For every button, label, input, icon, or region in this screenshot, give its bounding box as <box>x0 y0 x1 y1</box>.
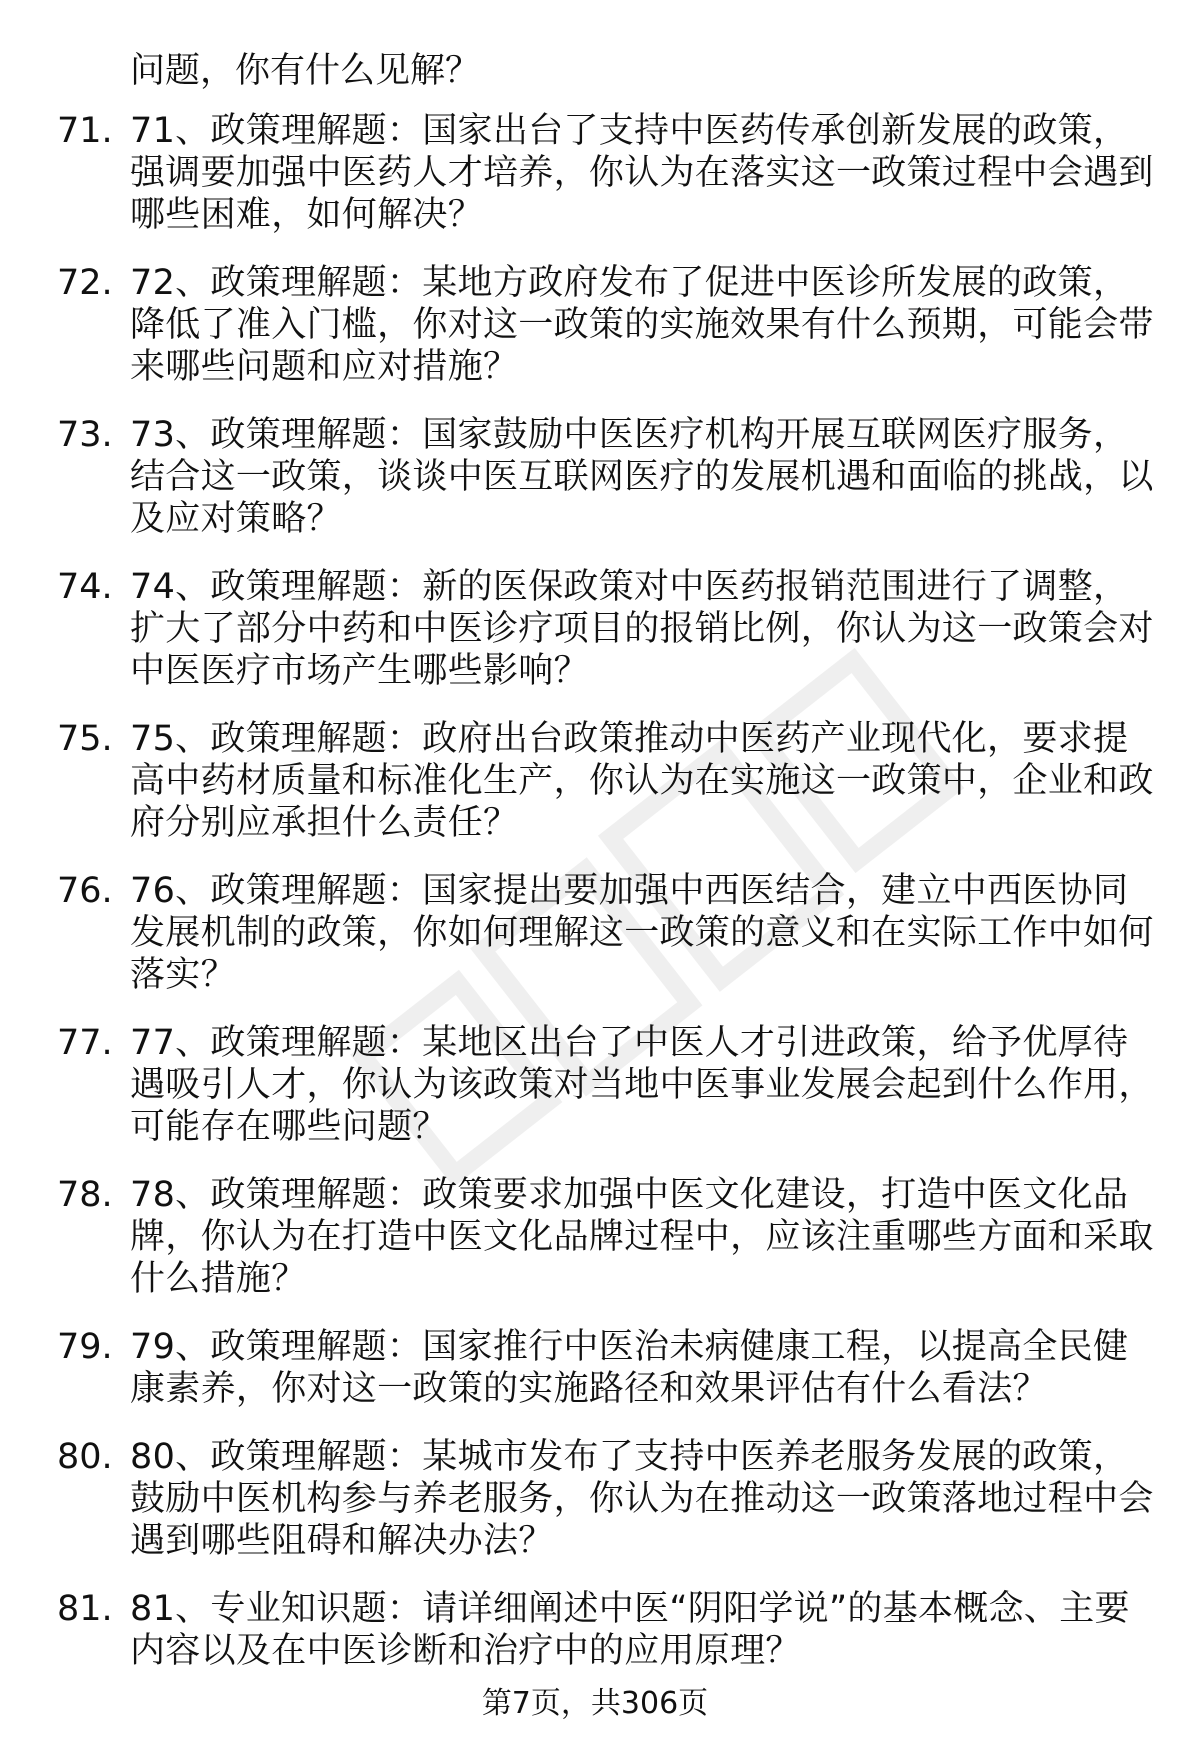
question-number: 80. <box>57 1437 113 1477</box>
question-item-80 <box>0 1436 1190 1562</box>
question-item-78 <box>0 1174 1190 1300</box>
question-number: 81. <box>57 1589 113 1629</box>
question-item-77 <box>0 1022 1190 1148</box>
question-item-79 <box>0 1326 1190 1410</box>
question-text: 81、专业知识题：请详细阐述中医“阴阳学说”的基本概念、主要内容以及在中医诊断和治疗中的应用原理？ <box>130 1589 1130 1671</box>
question-item-71 <box>0 110 1190 236</box>
question-number: 74. <box>57 567 113 607</box>
question-text: 75、政策理解题：政府出台政策推动中医药产业现代化，要求提高中药材质量和标准化生产，你认为在实施这一政策中，企业和政府分别应承担什么责任？ <box>130 719 1154 843</box>
question-number: 71. <box>57 111 113 151</box>
question-text: 79、政策理解题：国家推行中医治未病健康工程，以提高全民健康素养，你对这一政策的实施路径和效果评估有什么看法？ <box>130 1327 1129 1409</box>
question-text: 77、政策理解题：某地区出台了中医人才引进政策，给予优厚待遇吸引人才，你认为该政策对当地中医事业发展会起到什么作用，可能存在哪些问题？ <box>130 1023 1154 1147</box>
question-number: 79. <box>57 1327 113 1367</box>
question-item-73 <box>0 414 1190 540</box>
question-text: 80、政策理解题：某城市发布了支持中医养老服务发展的政策，鼓励中医机构参与养老服务，你认为在推动这一政策落地过程中会遇到哪些阻碍和解决办法？ <box>130 1437 1154 1561</box>
question-text: 73、政策理解题：国家鼓励中医医疗机构开展互联网医疗服务，结合这一政策，谈谈中医互联网医疗的发展机遇和面临的挑战，以及应对策略？ <box>130 415 1154 539</box>
question-item-81 <box>0 1588 1190 1672</box>
question-item-74 <box>0 566 1190 692</box>
question-number: 75. <box>57 719 113 759</box>
question-number: 78. <box>57 1175 113 1215</box>
question-text: 76、政策理解题：国家提出要加强中西医结合，建立中西医协同发展机制的政策，你如何理解这一政策的意义和在实际工作中如何落实？ <box>130 871 1154 995</box>
question-text: 72、政策理解题：某地方政府发布了促进中医诊所发展的政策，降低了准入门槛，你对这一政策的实施效果有什么预期，可能会带来哪些问题和应对措施？ <box>130 263 1154 387</box>
question-text: 71、政策理解题：国家出台了支持中医药传承创新发展的政策，强调要加强中医药人才培养，你认为在落实这一政策过程中会遇到哪些困难，如何解决？ <box>130 111 1154 235</box>
question-text: 78、政策理解题：政策要求加强中医文化建设，打造中医文化品牌，你认为在打造中医文化品牌过程中，应该注重哪些方面和采取什么措施？ <box>130 1175 1154 1299</box>
question-item-75 <box>0 718 1190 844</box>
page-footer: 第7页，共306页 <box>481 1686 709 1721</box>
question-item-72 <box>0 262 1190 388</box>
question-number: 77. <box>57 1023 113 1063</box>
question-item-76 <box>0 870 1190 996</box>
previous-question-continuation: 问题，你有什么见解？ <box>130 51 481 91</box>
question-text: 74、政策理解题：新的医保政策对中医药报销范围进行了调整，扩大了部分中药和中医诊疗项目的报销比例，你认为这一政策会对中医医疗市场产生哪些影响？ <box>130 567 1154 691</box>
question-number: 73. <box>57 415 113 455</box>
question-number: 72. <box>57 263 113 303</box>
question-list <box>0 110 1190 1698</box>
question-number: 76. <box>57 871 113 911</box>
